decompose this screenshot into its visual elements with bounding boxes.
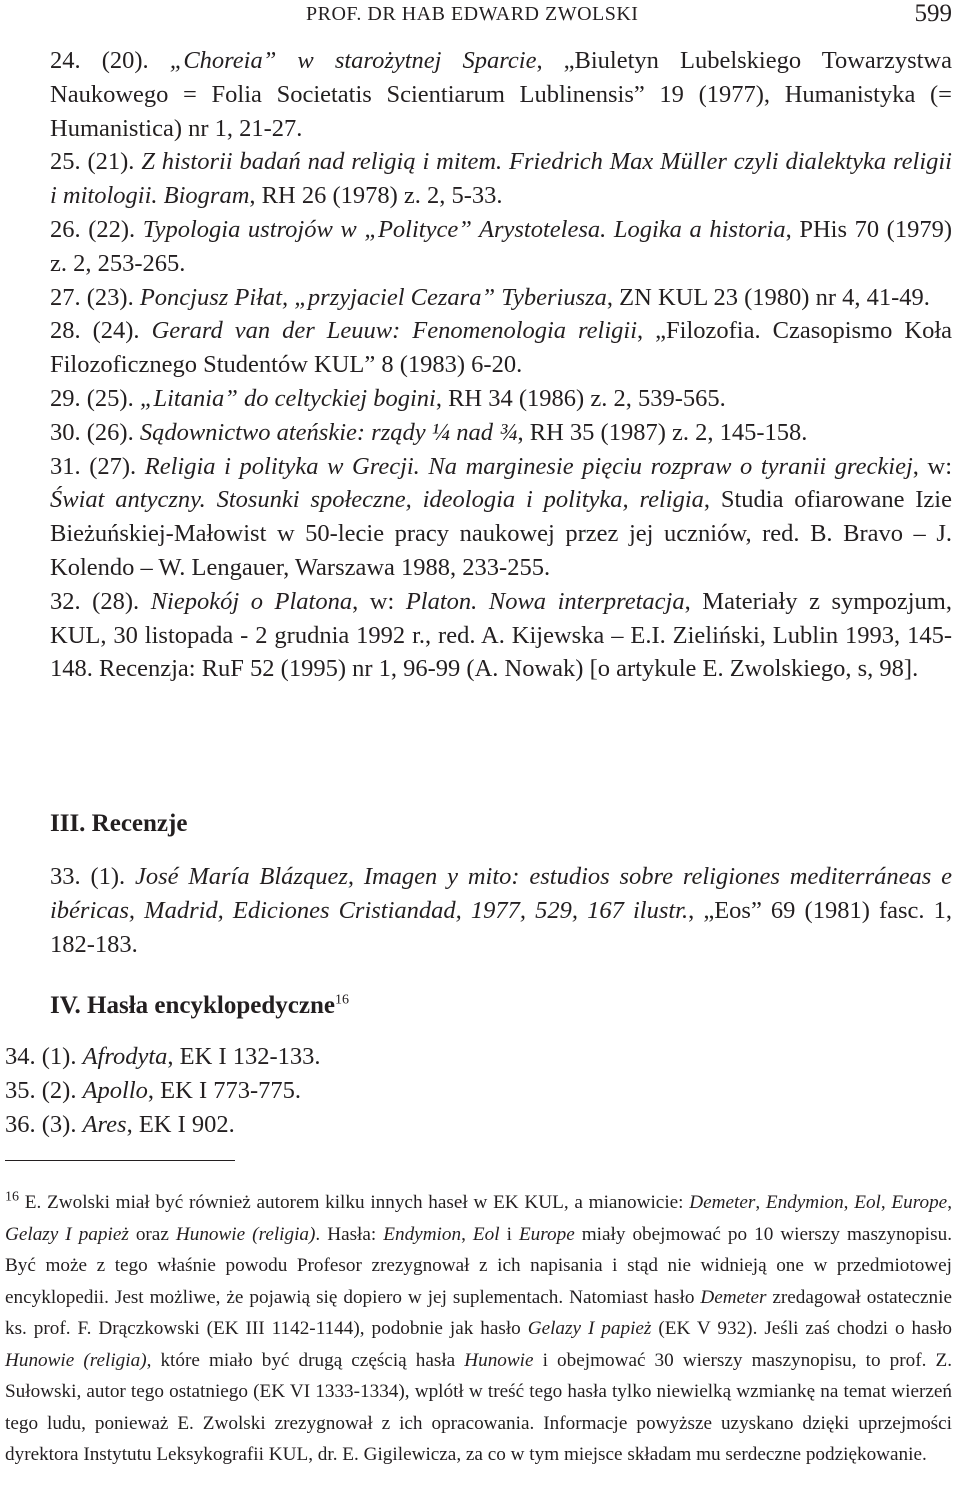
entry-citation: , EK I 132-133. (167, 1043, 321, 1070)
footnote-italic: Endymion (383, 1223, 462, 1245)
entry-title: Sądownictwo ateńskie: rządy ¼ nad ¾ (139, 418, 518, 446)
bibliography-entry-33 (50, 860, 952, 961)
entry-number: 34. (1). (5, 1043, 83, 1070)
entry-citation: , EK I 902. (126, 1111, 235, 1138)
footnote-text: , (880, 1192, 892, 1214)
entry-number: 24. (20). (50, 47, 170, 74)
entry-book-title: Platon. Nowa interpretacja (405, 587, 685, 615)
entry-number: 32. (28). (50, 587, 151, 615)
entry-citation: , PHis 70 (1979) z. 2, 253-265. (50, 215, 952, 277)
footnote-reference[interactable]: 16 (334, 992, 349, 1008)
entry-title: Afrodyta (82, 1043, 168, 1070)
entry-citation: , RH 34 (1986) z. 2, 539-565. (435, 384, 726, 412)
page-header (0, 0, 960, 30)
footnote-italic: Eol (854, 1192, 881, 1214)
entry-number: 25. (21). (50, 148, 142, 176)
footnote-text: , (947, 1192, 952, 1214)
bibliography-entry-34 (5, 1040, 952, 1074)
entry-title: „Choreia” w starożytnej Sparcie (169, 47, 537, 74)
footnote-text: miały obejmować po 10 wierszy maszynopisu. Być może z tego właśnie powodu Profesor zrezygnował z ich napisania i stąd nie widnieją one w przedmiotowej encyklopedii. Jest możliwe, że pojawią się dopiero w jej suplementach. Natomiast hasło (5, 1223, 952, 1308)
bibliography-entry-35 (5, 1074, 952, 1108)
footnote-italic: Eol (472, 1223, 500, 1245)
bibliography-entry-36 (5, 1108, 952, 1142)
footnote-italic: Hunowie (religia) (175, 1223, 316, 1245)
entry-citation: , w: (352, 587, 406, 615)
entry-title: Z historii badań nad religią i mitem. Friedrich Max Müller czyli dialektyka religii i mitologii. Biogram (50, 148, 952, 210)
footnote-text: , (755, 1192, 766, 1214)
footnote-italic: Gelazy I papież (527, 1318, 652, 1340)
entry-title: Religia i polityka w Grecji. Na marginesie pięciu rozpraw o tyranii greckiej (144, 452, 913, 480)
bibliography-entry-28 (50, 314, 952, 382)
entry-number: 28. (24). (50, 317, 152, 345)
entry-number: 29. (25). (50, 384, 140, 412)
bibliography-entry-26 (50, 213, 952, 281)
entry-citation: , w: (912, 452, 953, 480)
entry-title: José María Blázquez, Imagen y mito: estudios sobre religiones mediterráneas e ibéricas, Madrid, Ediciones Cristiandad, 1977, 529, 167 ilustr. (50, 863, 952, 924)
entry-book-citation: , Studia ofiarowane Izie Bieżuńskiej-Małowist w 50-lecie pracy naukowej przez jej uczniów, red. B. Bravo – J. Kolendo – W. Lengauer, Warszawa 1988, 233-255. (50, 486, 952, 581)
footnote-italic: Hunowie (464, 1349, 534, 1371)
bibliography-entry-24 (50, 44, 952, 145)
footnote-text: zredagował ostatecznie ks. prof. F. Drączkowski (EK III 1142-1144), podobnie jak hasło (5, 1286, 952, 1340)
bibliography-entry-27 (50, 281, 952, 315)
entry-title: Niepokój o Platona (150, 587, 353, 615)
entry-number: 30. (26). (50, 418, 140, 446)
entry-number: 35. (2). (5, 1077, 83, 1104)
entry-number: 26. (22). (50, 215, 143, 243)
entry-book-citation: , Materiały z sympozjum, KUL, 30 listopada - 2 grudnia 1992 r., red. A. Kijewska – E.I. Zieliński, Lublin 1993, 145-148. Recenzja: RuF 52 (1995) nr 1, 96-99 (A. Nowak) [o artykule E. Zwolskiego, s, 98]. (50, 587, 952, 683)
entry-citation: , „Biuletyn Lubelskiego Towarzystwa Naukowego = Folia Societatis Scientiarum Lublinensis” 19 (1977), Humanistyka (= Humanistica) nr 1, 21-27. (50, 47, 952, 142)
entry-number: 31. (27). (50, 452, 145, 480)
entry-title: Poncjusz Piłat, „przyjaciel Cezara” Tyberiusza (139, 283, 607, 311)
footnote-text: E. Zwolski miał być również autorem kilku innych haseł w EK KUL, a mianowicie: (19, 1192, 690, 1214)
entry-citation: , „Filozofia. Czasopismo Koła Filozoficznego Studentów KUL” 8 (1983) 6-20. (50, 317, 952, 379)
entry-citation: , RH 26 (1978) z. 2, 5-33. (249, 182, 503, 210)
footnote-text: , które miało być drugą częścią hasła (146, 1349, 465, 1371)
footnote-text: , (843, 1192, 855, 1214)
footnote-divider (5, 1160, 235, 1161)
entry-citation: , „Eos” 69 (1981) fasc. 1, 182-183. (50, 896, 952, 958)
entry-title: Ares (82, 1111, 127, 1138)
bibliography-entry-25 (50, 145, 952, 213)
bibliography-entry-29 (50, 382, 952, 416)
section-heading-text: IV. Hasła encyklopedyczne (50, 992, 335, 1019)
bibliography-entry-31 (50, 450, 952, 585)
entry-citation: , ZN KUL 23 (1980) nr 4, 41-49. (606, 283, 930, 311)
bibliography-list-articles (50, 44, 952, 686)
entry-citation: , RH 35 (1987) z. 2, 145-158. (517, 418, 808, 446)
entry-title: Typologia ustrojów w „Polityce” Arystotelesa. Logika a historia (142, 215, 786, 243)
footnote-text: oraz (128, 1223, 176, 1245)
entry-citation: , EK I 773-775. (147, 1077, 302, 1104)
footnote-text: (EK V 932). Jeśli zaś chodzi o hasło (651, 1318, 952, 1340)
footnote-italic: Demeter (689, 1192, 756, 1214)
entry-title: „Litania” do celtyckiej bogini (139, 384, 436, 412)
footnote-text: i (499, 1223, 519, 1245)
bibliography-list-encyclopedia (5, 1040, 952, 1142)
section-heading-reviews: III. Recenzje (50, 810, 188, 837)
entry-number: 36. (3). (5, 1111, 83, 1138)
entry-title: Apollo (82, 1077, 148, 1104)
section-heading-encyclopedia (50, 992, 349, 1020)
entry-title: Gerard van der Leuuw: Fenomenologia religii (151, 317, 638, 345)
entry-number: 33. (1). (50, 863, 135, 890)
footnote-italic: Endymion (765, 1192, 844, 1214)
footnote-16 (5, 1187, 952, 1471)
footnote-number: 16 (5, 1189, 19, 1205)
footnote-italic: Hunowie (religia) (5, 1349, 147, 1371)
bibliography-entry-32 (50, 585, 952, 686)
footnote-italic: Europe (891, 1192, 948, 1214)
running-head: PROF. DR HAB EDWARD ZWOLSKI (306, 3, 639, 25)
footnote-italic: Demeter (700, 1286, 767, 1308)
footnote-text: i obejmować 30 wierszy maszynopisu, to prof. Z. Sułowski, autor tego ostatniego (EK VI 1333-1334), wplótł w treść tego hasła tylko niewielką wzmiankę na temat wierzeń tego ludu, ponieważ E. Zwolski zrezygnował z ich opracowania. Informacje powyższe uzyskano dzięki uprzejmości dyrektora Instytutu Leksykografii KUL, dr. E. Gigilewicza, za co w tym miejsce składam mu serdeczne podziękowanie. (5, 1349, 952, 1466)
page-number: 599 (914, 0, 952, 27)
entry-number: 27. (23). (50, 283, 140, 311)
footnote-text: , (461, 1223, 473, 1245)
entry-book-title: Świat antyczny. Stosunki społeczne, ideologia i polityka, religia (50, 486, 704, 514)
bibliography-list-reviews (50, 860, 952, 961)
footnote-italic: Europe (518, 1223, 575, 1245)
footnote-text: . Hasła: (315, 1223, 384, 1245)
bibliography-entry-30 (50, 416, 952, 450)
footnote-italic: Gelazy I papież (5, 1223, 129, 1245)
